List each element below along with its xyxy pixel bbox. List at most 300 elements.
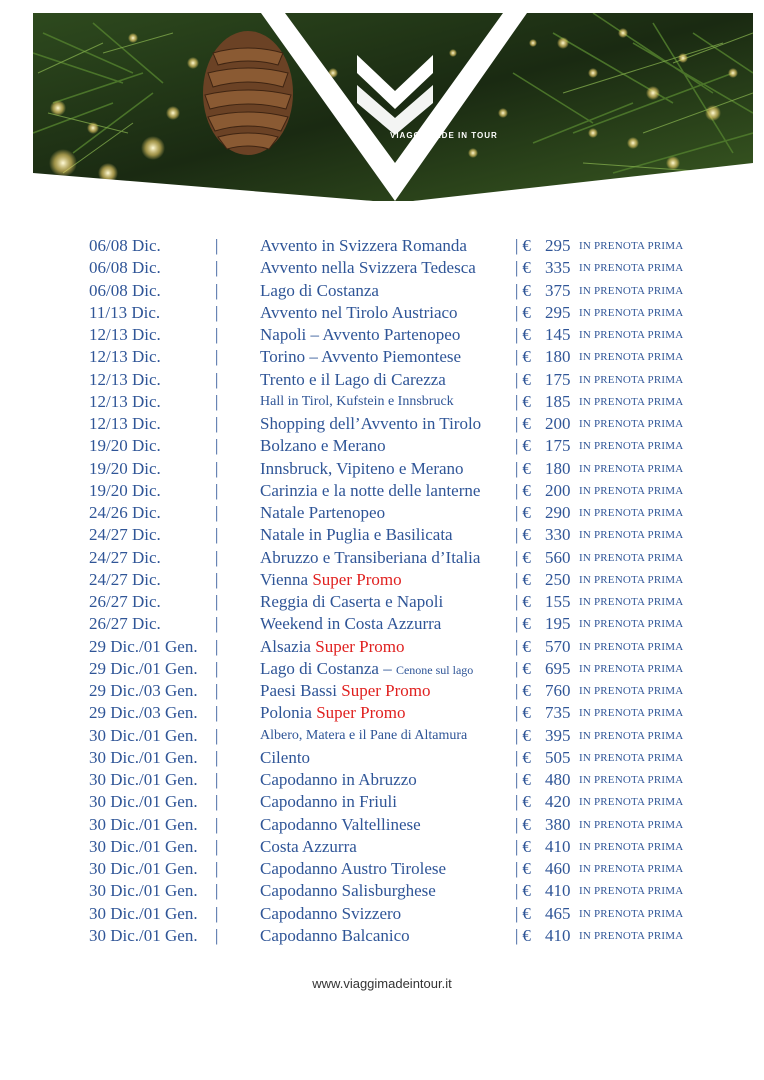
column-separator: |	[515, 503, 519, 522]
price-separator	[515, 480, 531, 502]
tour-price: 410	[545, 881, 571, 901]
tour-date: 30 Dic./01 Gen.	[89, 814, 198, 834]
tour-row	[0, 391, 764, 413]
column-separator: |	[515, 792, 519, 812]
currency-symbol: €	[522, 280, 531, 300]
tour-title-text: Innsbruck, Vipiteno e Merano	[260, 458, 464, 478]
price-note: IN PRENOTA PRIMA	[579, 863, 684, 875]
tour-title-text: Capodanno Austro Tirolese	[260, 859, 447, 878]
tour-row	[0, 324, 764, 346]
price-note: IN PRENOTA PRIMA	[579, 618, 684, 631]
column-separator: |	[215, 436, 219, 456]
price-separator	[515, 391, 531, 413]
currency-symbol: €	[522, 347, 531, 367]
price-separator	[515, 324, 531, 346]
tour-date: 24/27 Dic.	[89, 569, 161, 589]
column-separator: |	[215, 369, 219, 389]
currency-symbol: €	[522, 703, 531, 723]
currency-symbol: €	[522, 658, 531, 678]
tour-row	[0, 458, 764, 480]
tour-price: 185	[545, 391, 571, 411]
tour-title-text: Albero, Matera e il Pane di Altamura	[260, 727, 468, 743]
tour-date: 26/27 Dic.	[89, 614, 161, 634]
tour-price: 395	[545, 725, 571, 745]
price-note: IN PRENOTA PRIMA	[579, 351, 684, 364]
tour-price: 180	[545, 458, 571, 478]
tour-row	[0, 880, 764, 902]
column-separator: |	[215, 236, 219, 255]
currency-symbol: €	[522, 814, 531, 834]
column-separator: |	[515, 859, 519, 878]
currency-symbol: €	[522, 925, 531, 945]
tour-date: 11/13 Dic.	[89, 302, 161, 322]
tour-title	[260, 458, 464, 480]
column-separator: |	[515, 592, 519, 611]
column-separator: |	[215, 503, 219, 522]
column-separator: |	[215, 414, 219, 433]
tour-title	[260, 613, 441, 635]
tour-row	[0, 702, 764, 724]
tour-title-text: Capodanno Balcanico	[260, 925, 410, 945]
column-separator: |	[515, 369, 519, 389]
column-separator: |	[515, 302, 519, 322]
column-separator: |	[215, 903, 219, 923]
price-separator	[515, 502, 531, 524]
tour-title-text: Lago di Costanza	[260, 280, 379, 300]
tour-row	[0, 280, 764, 302]
column-separator: |	[515, 258, 519, 278]
tour-title	[260, 502, 385, 524]
currency-symbol: €	[522, 569, 531, 589]
tour-title	[260, 903, 401, 925]
column-separator: |	[215, 836, 219, 856]
price-separator	[515, 613, 531, 635]
tour-price: 420	[545, 792, 571, 812]
tour-title	[260, 524, 453, 546]
price-note: IN PRENOTA PRIMA	[579, 373, 684, 386]
price-note: IN PRENOTA PRIMA	[579, 707, 684, 720]
price-note: IN PRENOTA PRIMA	[579, 395, 684, 408]
tour-title-text: Bolzano e Merano	[260, 436, 386, 456]
tour-price: 295	[545, 236, 571, 255]
currency-symbol: €	[522, 836, 531, 856]
tour-date: 12/13 Dic.	[89, 414, 161, 433]
tour-row	[0, 658, 764, 680]
currency-symbol: €	[522, 859, 531, 878]
price-note: IN PRENOTA PRIMA	[579, 662, 684, 675]
tour-date: 29 Dic./01 Gen.	[89, 636, 198, 656]
price-note: IN PRENOTA PRIMA	[579, 818, 684, 831]
price-separator	[515, 925, 531, 947]
price-separator	[515, 636, 531, 658]
tour-title-text: Vienna	[260, 569, 313, 589]
price-note: IN PRENOTA PRIMA	[579, 440, 684, 453]
currency-symbol: €	[522, 681, 531, 700]
tour-title-text: Cilento	[260, 747, 311, 767]
column-separator: |	[515, 925, 519, 945]
tour-title-text: Alsazia	[260, 636, 316, 656]
column-separator: |	[515, 725, 519, 745]
tour-title-text: Trento e il Lago di Carezza	[260, 369, 446, 389]
tour-row	[0, 235, 764, 257]
currency-symbol: €	[522, 236, 531, 255]
tour-title	[260, 369, 446, 391]
column-separator: |	[515, 903, 519, 923]
brand-logo-text: VIAGGI MADE IN TOUR	[390, 131, 498, 140]
tour-title-text: Shopping dell’Avvento in Tirolo	[260, 414, 482, 433]
tour-row	[0, 480, 764, 502]
tour-title-text: Natale Partenopeo	[260, 503, 386, 522]
tour-price: 505	[545, 747, 571, 767]
currency-symbol: €	[522, 369, 531, 389]
column-separator: |	[215, 725, 219, 745]
price-separator	[515, 903, 531, 925]
price-note: IN PRENOTA PRIMA	[579, 529, 684, 542]
tour-title	[260, 413, 481, 435]
tour-price: 380	[545, 814, 571, 834]
tour-date: 19/20 Dic.	[89, 480, 161, 500]
tour-title-text: Avvento nel Tirolo Austriaco	[260, 302, 458, 322]
column-separator: |	[515, 525, 519, 545]
price-separator	[515, 747, 531, 769]
tour-title-text: Avvento in Svizzera Romanda	[260, 236, 467, 255]
tour-title-text: Napoli – Avvento Partenopeo	[260, 325, 461, 344]
tour-title-text: Polonia	[260, 703, 317, 723]
tour-title	[260, 435, 386, 457]
price-note: IN PRENOTA PRIMA	[579, 685, 684, 697]
tour-title-text: Weekend in Costa Azzurra	[260, 614, 442, 634]
tour-price: 335	[545, 258, 571, 278]
tour-date: 30 Dic./01 Gen.	[89, 747, 198, 767]
column-separator: |	[215, 636, 219, 656]
tour-date: 26/27 Dic.	[89, 592, 161, 611]
tour-price: 175	[545, 436, 571, 456]
price-note: IN PRENOTA PRIMA	[579, 729, 684, 742]
column-separator: |	[515, 770, 519, 789]
column-separator: |	[215, 859, 219, 878]
tour-price: 290	[545, 503, 571, 522]
tour-title	[260, 569, 402, 591]
tour-title	[260, 925, 410, 947]
tour-title-text: Paesi Bassi	[260, 681, 342, 700]
column-separator: |	[515, 480, 519, 500]
tour-title-text: Avvento nella Svizzera Tedesca	[260, 258, 476, 278]
price-separator	[515, 524, 531, 546]
column-separator: |	[515, 836, 519, 856]
currency-symbol: €	[522, 302, 531, 322]
price-note: IN PRENOTA PRIMA	[579, 551, 684, 564]
tour-title-text: Hall in Tirol, Kufstein e Innsbruck	[260, 393, 454, 409]
price-separator	[515, 235, 531, 257]
price-separator	[515, 836, 531, 858]
tour-title	[260, 702, 405, 724]
tour-date: 12/13 Dic.	[89, 347, 161, 367]
tour-title-text: Lago di Costanza –	[260, 658, 396, 678]
price-note: IN PRENOTA PRIMA	[579, 284, 684, 297]
column-separator: |	[515, 747, 519, 767]
tour-row	[0, 435, 764, 457]
tour-title	[260, 324, 460, 346]
price-separator	[515, 569, 531, 591]
currency-symbol: €	[522, 391, 531, 411]
tour-row	[0, 369, 764, 391]
tour-price: 145	[545, 325, 571, 344]
currency-symbol: €	[522, 747, 531, 767]
pine-cone-icon	[203, 31, 293, 155]
column-separator: |	[515, 681, 519, 700]
price-note: IN PRENOTA PRIMA	[579, 929, 684, 942]
tour-date: 30 Dic./01 Gen.	[89, 903, 198, 923]
tour-title	[260, 791, 397, 813]
christmas-tree-banner-image	[33, 13, 753, 201]
price-separator	[515, 858, 531, 880]
tour-row	[0, 769, 764, 791]
currency-symbol: €	[522, 592, 531, 611]
price-separator	[515, 280, 531, 302]
tour-price: 200	[545, 480, 571, 500]
column-separator: |	[515, 436, 519, 456]
column-separator: |	[215, 614, 219, 634]
price-separator	[515, 302, 531, 324]
column-separator: |	[215, 569, 219, 589]
tour-title	[260, 257, 476, 279]
tour-row	[0, 346, 764, 368]
tour-date: 29 Dic./03 Gen.	[89, 703, 198, 723]
tour-subtitle: Cenone sul lago	[395, 662, 474, 677]
column-separator: |	[515, 814, 519, 834]
tour-row	[0, 502, 764, 524]
price-note: IN PRENOTA PRIMA	[579, 462, 684, 475]
tour-price: 560	[545, 547, 571, 567]
currency-symbol: €	[522, 636, 531, 656]
tour-date: 30 Dic./01 Gen.	[89, 770, 198, 789]
tour-price: 180	[545, 347, 571, 367]
tour-title-text: Capodanno in Abruzzo	[260, 770, 417, 789]
column-separator: |	[215, 347, 219, 367]
tour-price: 195	[545, 614, 571, 634]
tour-row	[0, 858, 764, 880]
tour-title-text: Capodanno Svizzero	[260, 903, 402, 923]
price-separator	[515, 346, 531, 368]
tour-row	[0, 636, 764, 658]
tour-price: 570	[545, 636, 571, 656]
price-separator	[515, 658, 531, 680]
tour-date: 06/08 Dic.	[89, 280, 161, 300]
tour-title	[260, 725, 467, 747]
currency-symbol: €	[522, 725, 531, 745]
currency-symbol: €	[522, 525, 531, 545]
tour-title	[260, 858, 446, 880]
column-separator: |	[515, 614, 519, 634]
price-note: IN PRENOTA PRIMA	[579, 840, 684, 853]
tour-row	[0, 524, 764, 546]
tour-price: 375	[545, 280, 571, 300]
tour-row	[0, 302, 764, 324]
column-separator: |	[515, 547, 519, 567]
website-link[interactable]: www.viaggimadeintour.it	[312, 976, 452, 991]
tour-date: 30 Dic./01 Gen.	[89, 881, 198, 901]
price-separator	[515, 769, 531, 791]
tour-title	[260, 280, 379, 302]
price-note: IN PRENOTA PRIMA	[579, 507, 684, 519]
column-separator: |	[515, 347, 519, 367]
tour-title	[260, 680, 430, 702]
tour-title	[260, 658, 473, 681]
tour-date: 29 Dic./03 Gen.	[89, 681, 198, 700]
tour-price: 155	[545, 592, 571, 611]
tour-row	[0, 836, 764, 858]
tour-row	[0, 569, 764, 591]
currency-symbol: €	[522, 414, 531, 433]
tour-title-text: Reggia di Caserta e Napoli	[260, 592, 444, 611]
tour-title-text: Capodanno Salisburghese	[260, 881, 436, 901]
column-separator: |	[515, 658, 519, 678]
tour-title	[260, 480, 480, 502]
price-note: IN PRENOTA PRIMA	[579, 573, 684, 586]
currency-symbol: €	[522, 458, 531, 478]
tour-title	[260, 235, 467, 257]
price-separator	[515, 791, 531, 813]
column-separator: |	[215, 703, 219, 723]
tour-date: 24/27 Dic.	[89, 547, 161, 567]
column-separator: |	[515, 636, 519, 656]
tour-price: 330	[545, 525, 571, 545]
super-promo-label: Super Promo	[312, 569, 402, 589]
tour-title-text: Costa Azzurra	[260, 836, 357, 856]
price-separator	[515, 880, 531, 902]
tour-row	[0, 613, 764, 635]
price-note: IN PRENOTA PRIMA	[579, 796, 684, 809]
tour-title	[260, 636, 404, 658]
currency-symbol: €	[522, 503, 531, 522]
column-separator: |	[515, 458, 519, 478]
column-separator: |	[515, 236, 519, 255]
tour-title	[260, 769, 417, 791]
super-promo-label: Super Promo	[315, 636, 405, 656]
tour-date: 30 Dic./01 Gen.	[89, 725, 198, 745]
tour-row	[0, 680, 764, 702]
price-note: IN PRENOTA PRIMA	[579, 306, 684, 319]
column-separator: |	[515, 703, 519, 723]
tour-title	[260, 591, 443, 613]
price-separator	[515, 458, 531, 480]
column-separator: |	[515, 414, 519, 433]
tour-row	[0, 791, 764, 813]
currency-symbol: €	[522, 792, 531, 812]
tour-date: 12/13 Dic.	[89, 391, 161, 411]
tour-date: 30 Dic./01 Gen.	[89, 792, 198, 812]
tour-date: 29 Dic./01 Gen.	[89, 658, 198, 678]
tour-title	[260, 747, 310, 769]
column-separator: |	[215, 280, 219, 300]
tour-title-text: Capodanno in Friuli	[260, 792, 397, 812]
price-note: IN PRENOTA PRIMA	[579, 329, 684, 341]
tour-date: 24/26 Dic.	[89, 503, 161, 522]
column-separator: |	[215, 814, 219, 834]
tour-title	[260, 547, 480, 569]
tour-price: 200	[545, 414, 571, 433]
tour-date: 24/27 Dic.	[89, 525, 161, 545]
column-separator: |	[215, 925, 219, 945]
tour-title-text: Torino – Avvento Piemontese	[260, 347, 462, 367]
currency-symbol: €	[522, 547, 531, 567]
tour-title-text: Carinzia e la notte delle lanterne	[260, 480, 481, 500]
currency-symbol: €	[522, 881, 531, 901]
tour-title	[260, 814, 421, 836]
tour-price: 465	[545, 903, 571, 923]
currency-symbol: €	[522, 614, 531, 634]
tour-date: 30 Dic./01 Gen.	[89, 836, 198, 856]
column-separator: |	[215, 792, 219, 812]
tour-title	[260, 346, 461, 368]
column-separator: |	[515, 391, 519, 411]
column-separator: |	[215, 881, 219, 901]
price-separator	[515, 680, 531, 702]
tour-date: 12/13 Dic.	[89, 325, 161, 344]
tour-row	[0, 925, 764, 947]
tour-title	[260, 391, 454, 413]
column-separator: |	[215, 681, 219, 700]
price-note: IN PRENOTA PRIMA	[579, 907, 684, 920]
tour-price: 735	[545, 703, 571, 723]
column-separator: |	[215, 458, 219, 478]
price-separator	[515, 725, 531, 747]
price-note: IN PRENOTA PRIMA	[579, 418, 684, 430]
tour-title	[260, 880, 436, 902]
tour-row	[0, 747, 764, 769]
tour-price: 175	[545, 369, 571, 389]
price-note: IN PRENOTA PRIMA	[579, 240, 684, 252]
tour-price: 760	[545, 681, 571, 700]
tour-row	[0, 903, 764, 925]
price-separator	[515, 369, 531, 391]
tour-row	[0, 257, 764, 279]
tour-title	[260, 836, 357, 858]
column-separator: |	[215, 325, 219, 344]
column-separator: |	[215, 391, 219, 411]
currency-symbol: €	[522, 770, 531, 789]
tour-title-text: Natale in Puglia e Basilicata	[260, 525, 453, 545]
price-separator	[515, 702, 531, 724]
tour-date: 19/20 Dic.	[89, 458, 161, 478]
tour-price: 460	[545, 859, 571, 878]
price-note: IN PRENOTA PRIMA	[579, 262, 684, 275]
column-separator: |	[215, 658, 219, 678]
price-note: IN PRENOTA PRIMA	[579, 596, 684, 608]
tour-row	[0, 814, 764, 836]
price-note: IN PRENOTA PRIMA	[579, 774, 684, 786]
tour-price: 295	[545, 302, 571, 322]
tour-date: 12/13 Dic.	[89, 369, 161, 389]
price-separator	[515, 257, 531, 279]
tour-date: 30 Dic./01 Gen.	[89, 925, 198, 945]
price-note: IN PRENOTA PRIMA	[579, 484, 684, 497]
price-note: IN PRENOTA PRIMA	[579, 640, 684, 653]
column-separator: |	[215, 525, 219, 545]
currency-symbol: €	[522, 258, 531, 278]
column-separator: |	[515, 280, 519, 300]
tour-title	[260, 302, 458, 324]
price-separator	[515, 814, 531, 836]
price-separator	[515, 547, 531, 569]
column-separator: |	[215, 747, 219, 767]
currency-symbol: €	[522, 436, 531, 456]
tour-date: 06/08 Dic.	[89, 258, 161, 278]
tour-row	[0, 547, 764, 569]
tour-date: 06/08 Dic.	[89, 236, 161, 255]
tour-row	[0, 725, 764, 747]
column-separator: |	[215, 480, 219, 500]
